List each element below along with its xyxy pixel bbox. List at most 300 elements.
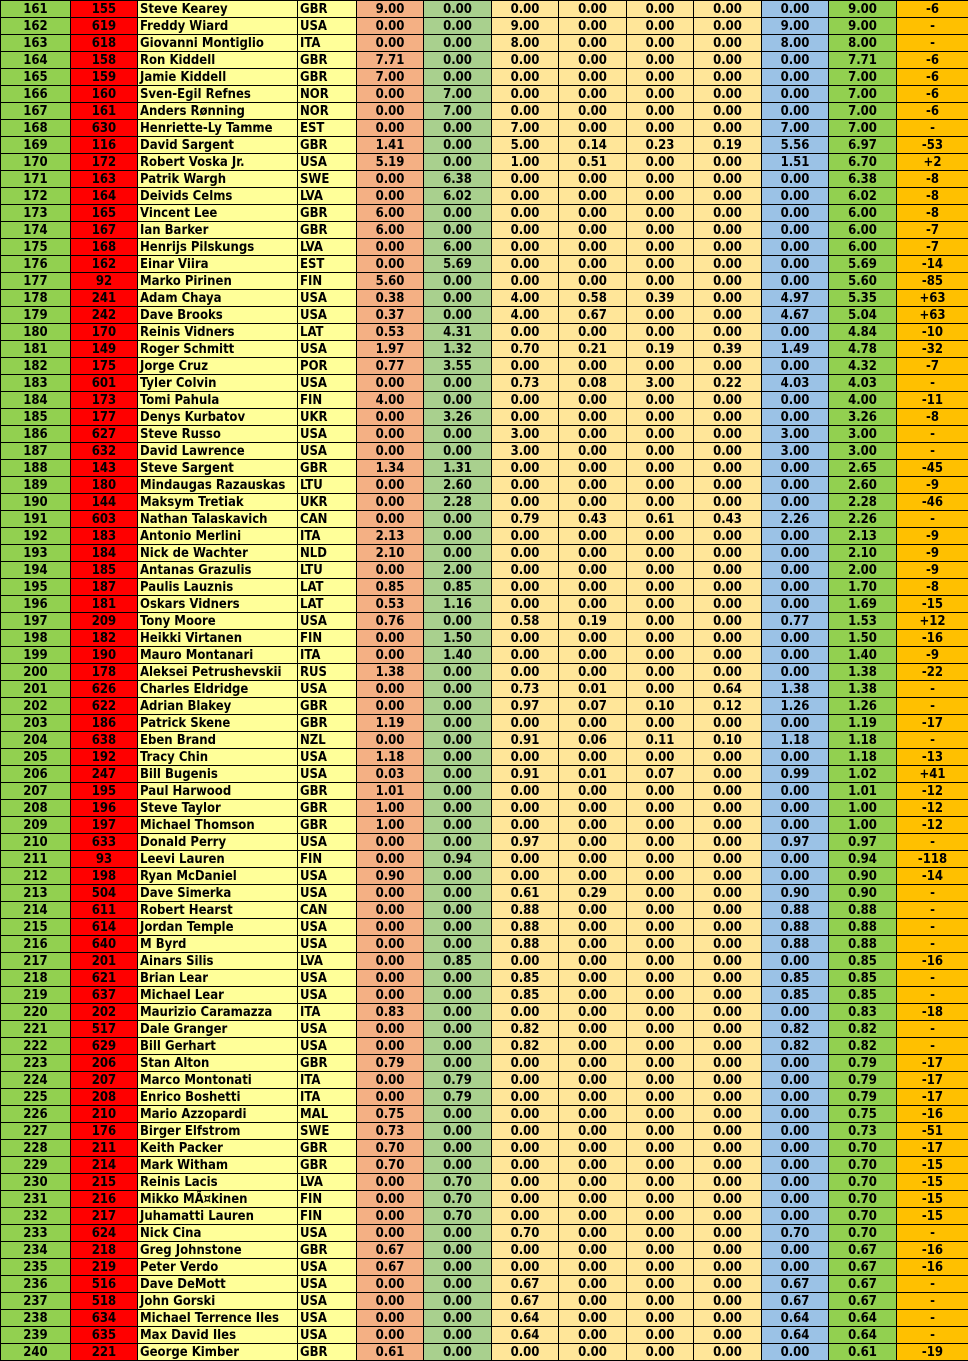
nationality-cell[interactable]: POR bbox=[298, 358, 357, 375]
points-col-3-cell[interactable]: 0.00 bbox=[492, 800, 559, 817]
player-name-cell[interactable]: Patrik Wargh bbox=[138, 171, 298, 188]
rank-cell[interactable]: 212 bbox=[1, 868, 71, 885]
points-col-1-cell[interactable]: 0.53 bbox=[357, 324, 424, 341]
total-points-cell[interactable]: 1.19 bbox=[829, 715, 897, 732]
total-points-cell[interactable]: 6.00 bbox=[829, 239, 897, 256]
subtotal-cell[interactable]: 4.03 bbox=[762, 375, 829, 392]
player-name-cell[interactable]: Ryan McDaniel bbox=[138, 868, 298, 885]
points-col-2-cell[interactable]: 0.00 bbox=[424, 443, 492, 460]
player-name-cell[interactable]: Roger Schmitt bbox=[138, 341, 298, 358]
previous-rank-cell[interactable]: 186 bbox=[71, 715, 138, 732]
points-col-3-cell[interactable]: 0.00 bbox=[492, 273, 559, 290]
points-col-2-cell[interactable]: 6.02 bbox=[424, 188, 492, 205]
points-col-4-cell[interactable]: 0.00 bbox=[559, 18, 627, 35]
player-name-cell[interactable]: Mindaugas Razauskas bbox=[138, 477, 298, 494]
nationality-cell[interactable]: GBR bbox=[298, 222, 357, 239]
points-col-2-cell[interactable]: 0.00 bbox=[424, 1038, 492, 1055]
total-points-cell[interactable]: 1.02 bbox=[829, 766, 897, 783]
rank-cell[interactable]: 223 bbox=[1, 1055, 71, 1072]
points-col-1-cell[interactable]: 0.00 bbox=[357, 120, 424, 137]
nationality-cell[interactable]: LVA bbox=[298, 1174, 357, 1191]
points-col-4-cell[interactable]: 0.00 bbox=[559, 35, 627, 52]
points-col-5-cell[interactable]: 0.00 bbox=[627, 647, 694, 664]
points-col-5-cell[interactable]: 0.00 bbox=[627, 239, 694, 256]
previous-rank-cell[interactable]: 216 bbox=[71, 1191, 138, 1208]
points-col-2-cell[interactable]: 1.16 bbox=[424, 596, 492, 613]
player-name-cell[interactable]: Henrijs Pilskungs bbox=[138, 239, 298, 256]
points-col-4-cell[interactable]: 0.08 bbox=[559, 375, 627, 392]
rank-change-cell[interactable]: -10 bbox=[897, 324, 968, 341]
points-col-3-cell[interactable]: 0.00 bbox=[492, 1123, 559, 1140]
points-col-1-cell[interactable]: 2.10 bbox=[357, 545, 424, 562]
player-name-cell[interactable]: Nick Cina bbox=[138, 1225, 298, 1242]
subtotal-cell[interactable]: 0.00 bbox=[762, 596, 829, 613]
rank-cell[interactable]: 216 bbox=[1, 936, 71, 953]
total-points-cell[interactable]: 2.10 bbox=[829, 545, 897, 562]
points-col-3-cell[interactable]: 0.97 bbox=[492, 834, 559, 851]
points-col-1-cell[interactable]: 2.13 bbox=[357, 528, 424, 545]
player-name-cell[interactable]: John Gorski bbox=[138, 1293, 298, 1310]
total-points-cell[interactable]: 0.70 bbox=[829, 1140, 897, 1157]
points-col-2-cell[interactable]: 6.38 bbox=[424, 171, 492, 188]
total-points-cell[interactable]: 1.26 bbox=[829, 698, 897, 715]
points-col-3-cell[interactable]: 0.00 bbox=[492, 1140, 559, 1157]
points-col-4-cell[interactable]: 0.00 bbox=[559, 1021, 627, 1038]
total-points-cell[interactable]: 7.00 bbox=[829, 120, 897, 137]
points-col-4-cell[interactable]: 0.29 bbox=[559, 885, 627, 902]
points-col-1-cell[interactable]: 0.00 bbox=[357, 1191, 424, 1208]
rank-cell[interactable]: 236 bbox=[1, 1276, 71, 1293]
points-col-6-cell[interactable]: 0.00 bbox=[694, 664, 762, 681]
rank-change-cell[interactable]: -15 bbox=[897, 1208, 968, 1225]
points-col-2-cell[interactable]: 0.00 bbox=[424, 1327, 492, 1344]
total-points-cell[interactable]: 1.00 bbox=[829, 800, 897, 817]
rank-cell[interactable]: 204 bbox=[1, 732, 71, 749]
subtotal-cell[interactable]: 0.90 bbox=[762, 885, 829, 902]
subtotal-cell[interactable]: 0.00 bbox=[762, 749, 829, 766]
subtotal-cell[interactable]: 0.00 bbox=[762, 392, 829, 409]
subtotal-cell[interactable]: 0.88 bbox=[762, 936, 829, 953]
total-points-cell[interactable]: 2.28 bbox=[829, 494, 897, 511]
subtotal-cell[interactable]: 0.00 bbox=[762, 188, 829, 205]
points-col-6-cell[interactable]: 0.00 bbox=[694, 1293, 762, 1310]
points-col-2-cell[interactable]: 4.31 bbox=[424, 324, 492, 341]
points-col-5-cell[interactable]: 0.00 bbox=[627, 1123, 694, 1140]
previous-rank-cell[interactable]: 93 bbox=[71, 851, 138, 868]
rank-change-cell[interactable]: -13 bbox=[897, 749, 968, 766]
rank-change-cell[interactable]: -18 bbox=[897, 1004, 968, 1021]
nationality-cell[interactable]: USA bbox=[298, 868, 357, 885]
points-col-3-cell[interactable]: 0.00 bbox=[492, 69, 559, 86]
points-col-4-cell[interactable]: 0.00 bbox=[559, 919, 627, 936]
points-col-6-cell[interactable]: 0.00 bbox=[694, 52, 762, 69]
rank-cell[interactable]: 207 bbox=[1, 783, 71, 800]
points-col-5-cell[interactable]: 0.00 bbox=[627, 885, 694, 902]
rank-change-cell[interactable]: -118 bbox=[897, 851, 968, 868]
previous-rank-cell[interactable]: 162 bbox=[71, 256, 138, 273]
previous-rank-cell[interactable]: 215 bbox=[71, 1174, 138, 1191]
points-col-5-cell[interactable]: 0.00 bbox=[627, 256, 694, 273]
points-col-1-cell[interactable]: 0.00 bbox=[357, 1072, 424, 1089]
points-col-5-cell[interactable]: 0.00 bbox=[627, 1259, 694, 1276]
rank-cell[interactable]: 213 bbox=[1, 885, 71, 902]
subtotal-cell[interactable]: 1.49 bbox=[762, 341, 829, 358]
player-name-cell[interactable]: Brian Lear bbox=[138, 970, 298, 987]
rank-change-cell[interactable]: +12 bbox=[897, 613, 968, 630]
previous-rank-cell[interactable]: 611 bbox=[71, 902, 138, 919]
points-col-2-cell[interactable]: 0.00 bbox=[424, 613, 492, 630]
previous-rank-cell[interactable]: 518 bbox=[71, 1293, 138, 1310]
points-col-3-cell[interactable]: 0.00 bbox=[492, 953, 559, 970]
total-points-cell[interactable]: 0.67 bbox=[829, 1293, 897, 1310]
total-points-cell[interactable]: 0.79 bbox=[829, 1055, 897, 1072]
rank-change-cell[interactable]: - bbox=[897, 681, 968, 698]
points-col-4-cell[interactable]: 0.00 bbox=[559, 1259, 627, 1276]
points-col-4-cell[interactable]: 0.06 bbox=[559, 732, 627, 749]
points-col-4-cell[interactable]: 0.14 bbox=[559, 137, 627, 154]
points-col-3-cell[interactable]: 0.00 bbox=[492, 528, 559, 545]
points-col-6-cell[interactable]: 0.00 bbox=[694, 307, 762, 324]
subtotal-cell[interactable]: 4.97 bbox=[762, 290, 829, 307]
points-col-3-cell[interactable]: 0.00 bbox=[492, 1191, 559, 1208]
points-col-5-cell[interactable]: 0.11 bbox=[627, 732, 694, 749]
points-col-2-cell[interactable]: 3.55 bbox=[424, 358, 492, 375]
previous-rank-cell[interactable]: 629 bbox=[71, 1038, 138, 1055]
rank-cell[interactable]: 186 bbox=[1, 426, 71, 443]
nationality-cell[interactable]: GBR bbox=[298, 1140, 357, 1157]
rank-cell[interactable]: 192 bbox=[1, 528, 71, 545]
points-col-4-cell[interactable]: 0.00 bbox=[559, 1004, 627, 1021]
rank-change-cell[interactable]: -12 bbox=[897, 783, 968, 800]
total-points-cell[interactable]: 7.00 bbox=[829, 103, 897, 120]
points-col-4-cell[interactable]: 0.00 bbox=[559, 409, 627, 426]
points-col-2-cell[interactable]: 0.94 bbox=[424, 851, 492, 868]
previous-rank-cell[interactable]: 637 bbox=[71, 987, 138, 1004]
points-col-6-cell[interactable]: 0.00 bbox=[694, 579, 762, 596]
points-col-6-cell[interactable]: 0.64 bbox=[694, 681, 762, 698]
points-col-5-cell[interactable]: 0.00 bbox=[627, 630, 694, 647]
points-col-2-cell[interactable]: 0.00 bbox=[424, 919, 492, 936]
points-col-6-cell[interactable]: 0.00 bbox=[694, 1004, 762, 1021]
points-col-1-cell[interactable]: 0.00 bbox=[357, 647, 424, 664]
rank-cell[interactable]: 187 bbox=[1, 443, 71, 460]
points-col-3-cell[interactable]: 1.00 bbox=[492, 154, 559, 171]
subtotal-cell[interactable]: 0.67 bbox=[762, 1293, 829, 1310]
previous-rank-cell[interactable]: 195 bbox=[71, 783, 138, 800]
points-col-6-cell[interactable]: 0.00 bbox=[694, 1276, 762, 1293]
rank-cell[interactable]: 180 bbox=[1, 324, 71, 341]
points-col-5-cell[interactable]: 0.07 bbox=[627, 766, 694, 783]
points-col-2-cell[interactable]: 1.50 bbox=[424, 630, 492, 647]
points-col-1-cell[interactable]: 0.00 bbox=[357, 256, 424, 273]
points-col-1-cell[interactable]: 0.00 bbox=[357, 936, 424, 953]
points-col-2-cell[interactable]: 0.00 bbox=[424, 1055, 492, 1072]
rank-change-cell[interactable]: -9 bbox=[897, 528, 968, 545]
rank-cell[interactable]: 176 bbox=[1, 256, 71, 273]
points-col-5-cell[interactable]: 0.10 bbox=[627, 698, 694, 715]
total-points-cell[interactable]: 0.75 bbox=[829, 1106, 897, 1123]
previous-rank-cell[interactable]: 168 bbox=[71, 239, 138, 256]
points-col-5-cell[interactable]: 0.00 bbox=[627, 18, 694, 35]
points-col-6-cell[interactable]: 0.00 bbox=[694, 562, 762, 579]
points-col-1-cell[interactable]: 0.00 bbox=[357, 851, 424, 868]
points-col-5-cell[interactable]: 0.00 bbox=[627, 613, 694, 630]
points-col-1-cell[interactable]: 0.67 bbox=[357, 1242, 424, 1259]
rank-cell[interactable]: 164 bbox=[1, 52, 71, 69]
player-name-cell[interactable]: Freddy Wiard bbox=[138, 18, 298, 35]
points-col-5-cell[interactable]: 0.00 bbox=[627, 1072, 694, 1089]
rank-change-cell[interactable]: -16 bbox=[897, 1242, 968, 1259]
rank-cell[interactable]: 168 bbox=[1, 120, 71, 137]
rank-cell[interactable]: 238 bbox=[1, 1310, 71, 1327]
subtotal-cell[interactable]: 0.00 bbox=[762, 1004, 829, 1021]
rank-cell[interactable]: 177 bbox=[1, 273, 71, 290]
rank-cell[interactable]: 189 bbox=[1, 477, 71, 494]
total-points-cell[interactable]: 0.82 bbox=[829, 1021, 897, 1038]
points-col-4-cell[interactable]: 0.00 bbox=[559, 596, 627, 613]
subtotal-cell[interactable]: 0.00 bbox=[762, 868, 829, 885]
subtotal-cell[interactable]: 3.00 bbox=[762, 426, 829, 443]
rank-cell[interactable]: 221 bbox=[1, 1021, 71, 1038]
points-col-2-cell[interactable]: 0.70 bbox=[424, 1174, 492, 1191]
points-col-3-cell[interactable]: 8.00 bbox=[492, 35, 559, 52]
points-col-4-cell[interactable]: 0.00 bbox=[559, 1140, 627, 1157]
points-col-6-cell[interactable]: 0.00 bbox=[694, 426, 762, 443]
previous-rank-cell[interactable]: 177 bbox=[71, 409, 138, 426]
subtotal-cell[interactable]: 0.00 bbox=[762, 851, 829, 868]
total-points-cell[interactable]: 9.00 bbox=[829, 18, 897, 35]
rank-change-cell[interactable]: - bbox=[897, 511, 968, 528]
player-name-cell[interactable]: Mauro Montanari bbox=[138, 647, 298, 664]
rank-cell[interactable]: 235 bbox=[1, 1259, 71, 1276]
total-points-cell[interactable]: 4.32 bbox=[829, 358, 897, 375]
points-col-4-cell[interactable]: 0.00 bbox=[559, 1208, 627, 1225]
points-col-2-cell[interactable]: 0.00 bbox=[424, 426, 492, 443]
player-name-cell[interactable]: Tracy Chin bbox=[138, 749, 298, 766]
total-points-cell[interactable]: 0.70 bbox=[829, 1174, 897, 1191]
player-name-cell[interactable]: Leevi Lauren bbox=[138, 851, 298, 868]
points-col-3-cell[interactable]: 0.79 bbox=[492, 511, 559, 528]
player-name-cell[interactable]: Tyler Colvin bbox=[138, 375, 298, 392]
rank-change-cell[interactable]: - bbox=[897, 1276, 968, 1293]
points-col-5-cell[interactable]: 0.00 bbox=[627, 1004, 694, 1021]
subtotal-cell[interactable]: 0.00 bbox=[762, 52, 829, 69]
points-col-2-cell[interactable]: 0.00 bbox=[424, 664, 492, 681]
nationality-cell[interactable]: ITA bbox=[298, 1089, 357, 1106]
points-col-6-cell[interactable]: 0.00 bbox=[694, 1242, 762, 1259]
points-col-5-cell[interactable]: 3.00 bbox=[627, 375, 694, 392]
points-col-5-cell[interactable]: 0.00 bbox=[627, 222, 694, 239]
points-col-4-cell[interactable]: 0.00 bbox=[559, 1123, 627, 1140]
previous-rank-cell[interactable]: 178 bbox=[71, 664, 138, 681]
points-col-5-cell[interactable]: 0.00 bbox=[627, 1089, 694, 1106]
points-col-1-cell[interactable]: 0.00 bbox=[357, 562, 424, 579]
rank-cell[interactable]: 198 bbox=[1, 630, 71, 647]
nationality-cell[interactable]: USA bbox=[298, 1259, 357, 1276]
points-col-4-cell[interactable]: 0.43 bbox=[559, 511, 627, 528]
player-name-cell[interactable]: Nathan Talaskavich bbox=[138, 511, 298, 528]
subtotal-cell[interactable]: 0.88 bbox=[762, 902, 829, 919]
points-col-1-cell[interactable]: 0.00 bbox=[357, 1021, 424, 1038]
player-name-cell[interactable]: Aleksei Petrushevskii bbox=[138, 664, 298, 681]
rank-change-cell[interactable]: +63 bbox=[897, 307, 968, 324]
points-col-1-cell[interactable]: 0.00 bbox=[357, 1310, 424, 1327]
total-points-cell[interactable]: 5.60 bbox=[829, 273, 897, 290]
rank-cell[interactable]: 175 bbox=[1, 239, 71, 256]
points-col-2-cell[interactable]: 0.00 bbox=[424, 205, 492, 222]
points-col-2-cell[interactable]: 0.79 bbox=[424, 1072, 492, 1089]
points-col-1-cell[interactable]: 0.76 bbox=[357, 613, 424, 630]
rank-change-cell[interactable]: -6 bbox=[897, 86, 968, 103]
points-col-5-cell[interactable]: 0.00 bbox=[627, 1191, 694, 1208]
points-col-6-cell[interactable]: 0.00 bbox=[694, 409, 762, 426]
player-name-cell[interactable]: Heikki Virtanen bbox=[138, 630, 298, 647]
points-col-5-cell[interactable]: 0.00 bbox=[627, 307, 694, 324]
subtotal-cell[interactable]: 0.00 bbox=[762, 205, 829, 222]
rank-change-cell[interactable]: -6 bbox=[897, 1, 968, 18]
subtotal-cell[interactable]: 0.82 bbox=[762, 1021, 829, 1038]
points-col-3-cell[interactable]: 0.91 bbox=[492, 732, 559, 749]
points-col-6-cell[interactable]: 0.00 bbox=[694, 18, 762, 35]
subtotal-cell[interactable]: 0.00 bbox=[762, 477, 829, 494]
points-col-4-cell[interactable]: 0.00 bbox=[559, 630, 627, 647]
points-col-1-cell[interactable]: 0.00 bbox=[357, 1174, 424, 1191]
rank-change-cell[interactable]: -53 bbox=[897, 137, 968, 154]
points-col-3-cell[interactable]: 0.85 bbox=[492, 970, 559, 987]
points-col-4-cell[interactable]: 0.00 bbox=[559, 1327, 627, 1344]
subtotal-cell[interactable]: 0.00 bbox=[762, 715, 829, 732]
total-points-cell[interactable]: 0.70 bbox=[829, 1208, 897, 1225]
points-col-2-cell[interactable]: 0.00 bbox=[424, 749, 492, 766]
points-col-5-cell[interactable]: 0.00 bbox=[627, 426, 694, 443]
points-col-2-cell[interactable]: 0.00 bbox=[424, 120, 492, 137]
subtotal-cell[interactable]: 0.00 bbox=[762, 1259, 829, 1276]
points-col-3-cell[interactable]: 3.00 bbox=[492, 426, 559, 443]
points-col-3-cell[interactable]: 0.00 bbox=[492, 1, 559, 18]
points-col-2-cell[interactable]: 0.00 bbox=[424, 834, 492, 851]
previous-rank-cell[interactable]: 242 bbox=[71, 307, 138, 324]
points-col-2-cell[interactable]: 0.70 bbox=[424, 1191, 492, 1208]
nationality-cell[interactable]: FIN bbox=[298, 1208, 357, 1225]
points-col-6-cell[interactable]: 0.00 bbox=[694, 987, 762, 1004]
points-col-4-cell[interactable]: 0.00 bbox=[559, 749, 627, 766]
points-col-1-cell[interactable]: 1.18 bbox=[357, 749, 424, 766]
points-col-6-cell[interactable]: 0.00 bbox=[694, 1191, 762, 1208]
nationality-cell[interactable]: GBR bbox=[298, 1242, 357, 1259]
points-col-5-cell[interactable]: 0.00 bbox=[627, 460, 694, 477]
total-points-cell[interactable]: 0.88 bbox=[829, 936, 897, 953]
points-col-1-cell[interactable]: 0.77 bbox=[357, 358, 424, 375]
previous-rank-cell[interactable]: 187 bbox=[71, 579, 138, 596]
points-col-2-cell[interactable]: 0.00 bbox=[424, 800, 492, 817]
points-col-4-cell[interactable]: 0.00 bbox=[559, 477, 627, 494]
rank-cell[interactable]: 201 bbox=[1, 681, 71, 698]
total-points-cell[interactable]: 1.53 bbox=[829, 613, 897, 630]
points-col-2-cell[interactable]: 2.28 bbox=[424, 494, 492, 511]
rank-cell[interactable]: 174 bbox=[1, 222, 71, 239]
rank-change-cell[interactable]: -8 bbox=[897, 171, 968, 188]
player-name-cell[interactable]: Tomi Pahula bbox=[138, 392, 298, 409]
points-col-2-cell[interactable]: 0.00 bbox=[424, 1276, 492, 1293]
points-col-5-cell[interactable]: 0.00 bbox=[627, 1, 694, 18]
points-col-6-cell[interactable]: 0.43 bbox=[694, 511, 762, 528]
player-name-cell[interactable]: Peter Verdo bbox=[138, 1259, 298, 1276]
previous-rank-cell[interactable]: 175 bbox=[71, 358, 138, 375]
points-col-1-cell[interactable]: 1.00 bbox=[357, 800, 424, 817]
nationality-cell[interactable]: NLD bbox=[298, 545, 357, 562]
points-col-4-cell[interactable]: 0.00 bbox=[559, 800, 627, 817]
nationality-cell[interactable]: GBR bbox=[298, 698, 357, 715]
previous-rank-cell[interactable]: 181 bbox=[71, 596, 138, 613]
total-points-cell[interactable]: 6.00 bbox=[829, 222, 897, 239]
rank-cell[interactable]: 191 bbox=[1, 511, 71, 528]
nationality-cell[interactable]: USA bbox=[298, 919, 357, 936]
points-col-6-cell[interactable]: 0.00 bbox=[694, 460, 762, 477]
points-col-6-cell[interactable]: 0.00 bbox=[694, 443, 762, 460]
points-col-4-cell[interactable]: 0.00 bbox=[559, 426, 627, 443]
nationality-cell[interactable]: USA bbox=[298, 154, 357, 171]
player-name-cell[interactable]: Jamie Kiddell bbox=[138, 69, 298, 86]
points-col-5-cell[interactable]: 0.00 bbox=[627, 1038, 694, 1055]
points-col-2-cell[interactable]: 0.00 bbox=[424, 936, 492, 953]
player-name-cell[interactable]: Steve Kearey bbox=[138, 1, 298, 18]
nationality-cell[interactable]: LAT bbox=[298, 579, 357, 596]
points-col-4-cell[interactable]: 0.00 bbox=[559, 392, 627, 409]
points-col-5-cell[interactable]: 0.00 bbox=[627, 69, 694, 86]
points-col-3-cell[interactable]: 0.73 bbox=[492, 681, 559, 698]
nationality-cell[interactable]: LTU bbox=[298, 562, 357, 579]
rank-cell[interactable]: 181 bbox=[1, 341, 71, 358]
previous-rank-cell[interactable]: 207 bbox=[71, 1072, 138, 1089]
nationality-cell[interactable]: USA bbox=[298, 749, 357, 766]
points-col-3-cell[interactable]: 0.00 bbox=[492, 749, 559, 766]
points-col-4-cell[interactable]: 0.00 bbox=[559, 1174, 627, 1191]
points-col-2-cell[interactable]: 7.00 bbox=[424, 103, 492, 120]
rank-cell[interactable]: 209 bbox=[1, 817, 71, 834]
points-col-6-cell[interactable]: 0.00 bbox=[694, 1259, 762, 1276]
total-points-cell[interactable]: 3.00 bbox=[829, 426, 897, 443]
player-name-cell[interactable]: Paul Harwood bbox=[138, 783, 298, 800]
points-col-3-cell[interactable]: 0.67 bbox=[492, 1276, 559, 1293]
points-col-1-cell[interactable]: 1.34 bbox=[357, 460, 424, 477]
nationality-cell[interactable]: USA bbox=[298, 1276, 357, 1293]
rank-change-cell[interactable]: -9 bbox=[897, 562, 968, 579]
nationality-cell[interactable]: GBR bbox=[298, 1, 357, 18]
total-points-cell[interactable]: 1.18 bbox=[829, 749, 897, 766]
subtotal-cell[interactable]: 0.00 bbox=[762, 1242, 829, 1259]
points-col-2-cell[interactable]: 0.00 bbox=[424, 732, 492, 749]
nationality-cell[interactable]: CAN bbox=[298, 902, 357, 919]
total-points-cell[interactable]: 1.18 bbox=[829, 732, 897, 749]
points-col-1-cell[interactable]: 0.00 bbox=[357, 171, 424, 188]
points-col-2-cell[interactable]: 0.00 bbox=[424, 783, 492, 800]
points-col-6-cell[interactable]: 0.00 bbox=[694, 647, 762, 664]
rank-cell[interactable]: 200 bbox=[1, 664, 71, 681]
points-col-1-cell[interactable]: 0.00 bbox=[357, 188, 424, 205]
player-name-cell[interactable]: Stan Alton bbox=[138, 1055, 298, 1072]
points-col-5-cell[interactable]: 0.00 bbox=[627, 1225, 694, 1242]
points-col-6-cell[interactable]: 0.00 bbox=[694, 290, 762, 307]
points-col-6-cell[interactable]: 0.00 bbox=[694, 1072, 762, 1089]
points-col-2-cell[interactable]: 0.00 bbox=[424, 545, 492, 562]
total-points-cell[interactable]: 0.70 bbox=[829, 1157, 897, 1174]
points-col-6-cell[interactable]: 0.00 bbox=[694, 188, 762, 205]
rank-change-cell[interactable]: - bbox=[897, 1327, 968, 1344]
points-col-5-cell[interactable]: 0.00 bbox=[627, 1021, 694, 1038]
rank-change-cell[interactable]: -16 bbox=[897, 1106, 968, 1123]
total-points-cell[interactable]: 0.83 bbox=[829, 1004, 897, 1021]
total-points-cell[interactable]: 8.00 bbox=[829, 35, 897, 52]
